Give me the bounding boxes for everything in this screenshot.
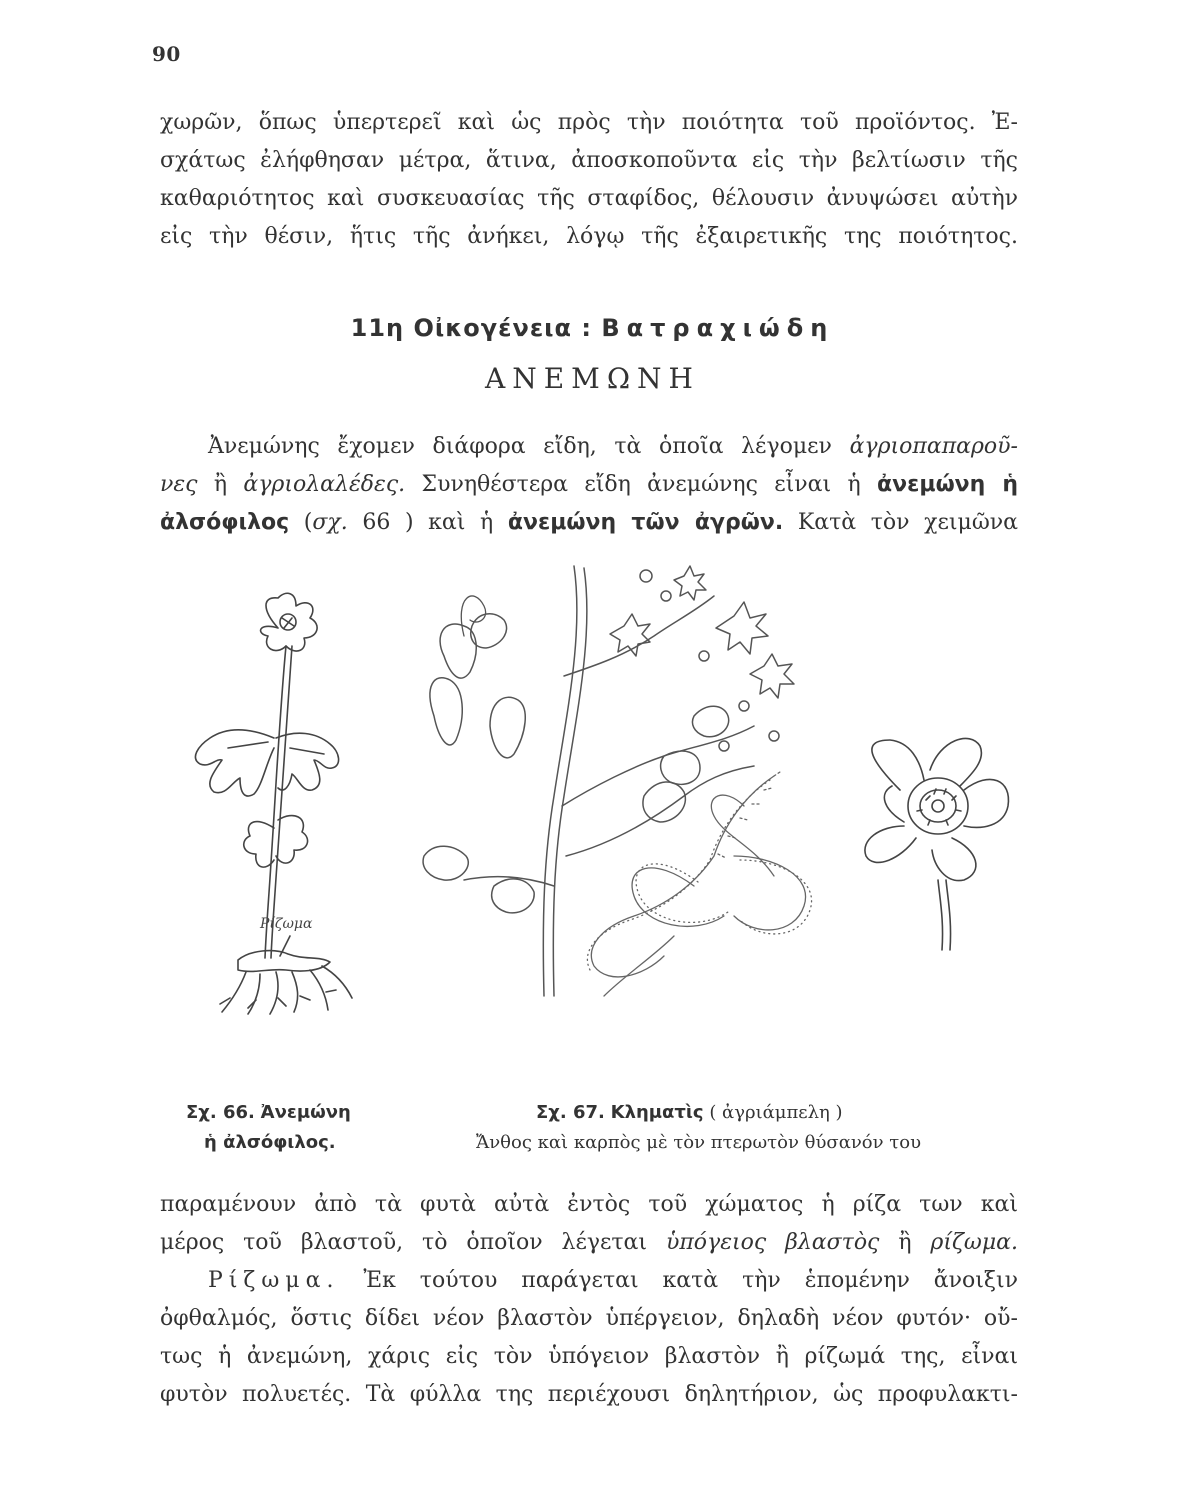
- figure-67-caption-line1: [476, 1098, 996, 1128]
- bold-term: ἀλσόφιλος: [160, 510, 290, 535]
- text-run: (: [303, 510, 313, 535]
- italic-term: σχ.: [312, 510, 348, 535]
- run-in-heading: Ρίζωμα.: [208, 1268, 340, 1293]
- anemone-flower-icon: [261, 593, 318, 651]
- text-run: Ἀνεμώνης ἔχομεν διάφορα εἴδη, τὰ ὁποῖα λέγομεν: [208, 434, 832, 459]
- italic-term: ἀγριοπαπαροῦ-: [849, 434, 1018, 459]
- text-run: Ἐκ τούτου παράγεται κατὰ τὴν ἑπομένην ἄνοιξιν: [363, 1268, 1018, 1293]
- figure-66-subtitle: ἡ ἀλσόφιλος.: [204, 1132, 336, 1153]
- figure-67-caption: [476, 1098, 996, 1158]
- family-heading-name: Βατραχιώδη: [601, 314, 835, 342]
- text-run: ἢ: [213, 472, 228, 497]
- figure-66-title: Ἀνεμώνη: [260, 1102, 351, 1123]
- text-line: [160, 504, 1018, 542]
- page-number: 90: [152, 42, 181, 66]
- text-line: [160, 428, 1018, 466]
- text-line: [160, 1224, 1018, 1262]
- rhizome-annotation: Ρίζωμα: [260, 916, 313, 932]
- italic-term: νες: [160, 472, 198, 497]
- text-line: ὀφθαλμός, ὅστις δίδει νέον βλαστὸν ὑπέργειον, δηλαδὴ νέον φυτόν· οὔ-: [160, 1306, 1018, 1331]
- bold-term: ἀνεμώνη ἡ: [877, 472, 1019, 497]
- flower-stem: [938, 880, 943, 950]
- feathery-seed-plume-icon: [587, 772, 811, 996]
- leaf-icon: [244, 816, 308, 868]
- italic-term: ὑπόγειος βλαστὸς: [665, 1230, 880, 1255]
- text-line: τως ἡ ἀνεμώνη, χάρις εἰς τὸν ὑπόγειον βλαστὸν ἢ ρίζωμά της, εἶναι: [160, 1344, 1018, 1369]
- rhizome-icon: [220, 951, 352, 1014]
- leaf-icon: [643, 706, 729, 822]
- open-flower-icon: [865, 738, 1009, 880]
- text-line: εἰς τὴν θέσιν, ἥτις τῆς ἀνήκει, λόγῳ τῆς ἐξαιρετικῆς της ποιότητος.: [160, 224, 1018, 249]
- intro-paragraph: [160, 104, 1018, 256]
- anemone-paragraph: [160, 428, 1018, 542]
- italic-term: ρίζωμα.: [930, 1230, 1018, 1255]
- rhizome-paragraph: [160, 1186, 1018, 1414]
- family-heading: [0, 314, 1185, 342]
- figure-67-subtitle: ( ἀγριάμπελη ): [709, 1102, 843, 1123]
- figure-66-label: Σχ. 66.: [186, 1102, 255, 1123]
- figure-66-caption-line2: [186, 1128, 446, 1158]
- flower-icon: [610, 566, 794, 751]
- text-run: ἢ: [898, 1230, 912, 1255]
- text-line: παραμένουν ἀπὸ τὰ φυτὰ αὐτὰ ἐντὸς τοῦ χώματος ἡ ρίζα των καὶ: [160, 1192, 1018, 1217]
- figure-67-title: Κληματὶς: [610, 1102, 704, 1123]
- leaf-icon: [195, 730, 338, 796]
- bold-term: ἀνεμώνη τῶν ἀγρῶν.: [507, 510, 784, 535]
- figure-66-illustration: [170, 588, 370, 1018]
- section-title: ΑΝΕΜΩΝΗ: [485, 362, 700, 395]
- figure-66-caption: [186, 1098, 446, 1158]
- figure-67-description: Ἄνθος καὶ καρπὸς μὲ τὸν πτερωτὸν θύσανόν του: [476, 1132, 922, 1153]
- text-run: μέρος τοῦ βλαστοῦ, τὸ ὁποῖον λέγεται: [160, 1230, 648, 1255]
- figure-67-label: Σχ. 67.: [536, 1102, 605, 1123]
- italic-term: ἀγριολαλέδες.: [243, 472, 406, 497]
- text-run: καὶ ἡ: [428, 510, 494, 535]
- figure-67-illustration: [394, 556, 834, 1016]
- text-run: Συνηθέστερα εἴδη ἀνεμώνης εἶναι ἡ: [421, 472, 861, 497]
- text-run: Κατὰ τὸν χειμῶνα: [797, 510, 1018, 535]
- family-heading-prefix: 11η Οἰκογένεια :: [350, 314, 592, 342]
- leaf-icon: [423, 614, 534, 913]
- figure-66-caption-line1: [186, 1098, 446, 1128]
- text-line: [160, 1262, 1018, 1300]
- figure-67-flower-detail: [860, 730, 1020, 960]
- text-line: [160, 466, 1018, 504]
- text-line: καθαριότητος καὶ συσκευασίας τῆς σταφίδος, θέλουσιν ἀνυψώσει αὐτὴν: [160, 186, 1018, 211]
- anemone-stem: [265, 646, 286, 958]
- text-run: 66 ): [362, 510, 414, 535]
- text-line: χωρῶν, ὅπως ὑπερτερεῖ καὶ ὡς πρὸς τὴν ποιότητα τοῦ προϊόντος. Ἐ-: [160, 110, 1018, 135]
- clematis-stem: [543, 566, 577, 996]
- text-line: σχάτως ἐλήφθησαν μέτρα, ἅτινα, ἀποσκοποῦντα εἰς τὴν βελτίωσιν τῆς: [160, 148, 1018, 173]
- text-line: φυτὸν πολυετές. Τὰ φύλλα της περιέχουσι δηλητήριον, ὡς προφυλακτι-: [160, 1382, 1018, 1407]
